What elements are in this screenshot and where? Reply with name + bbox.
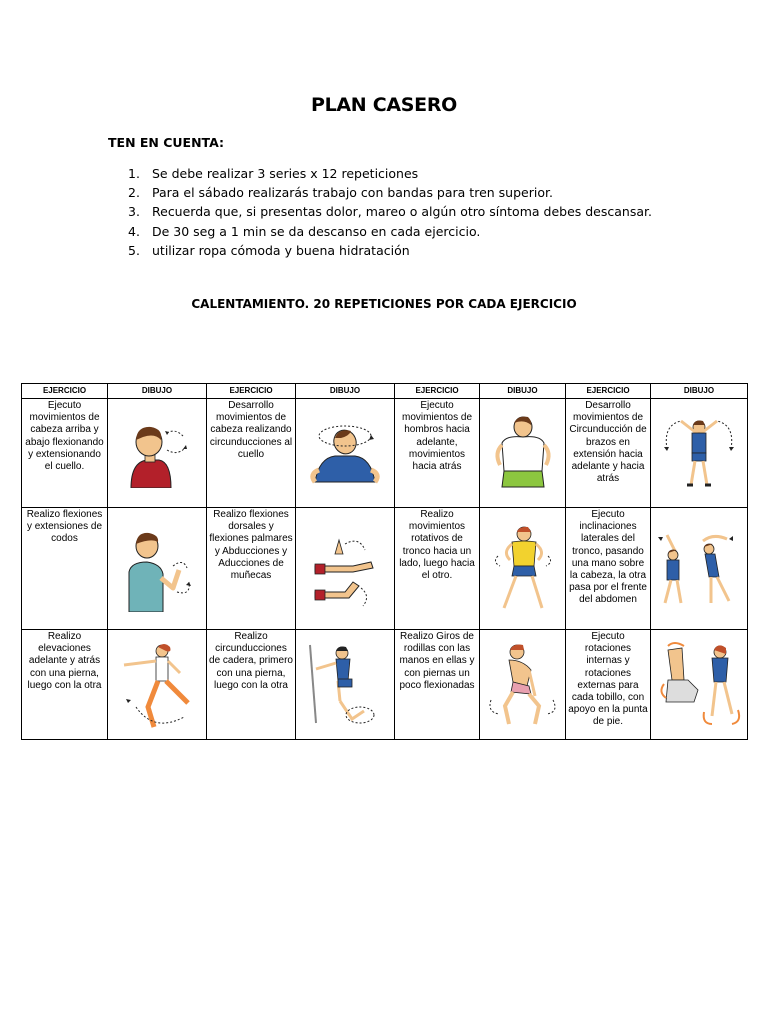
note-number: 5.: [128, 242, 140, 258]
exercise-description: Ejecuto inclinaciones laterales del tronco, pasando una mano sobre la cabeza, la otra pasa por el frente del abdomen: [566, 508, 651, 630]
note-text: De 30 seg a 1 min se da descanso en cada ejercicio.: [152, 223, 481, 239]
exercise-description: Realizo circunducciones de cadera, primero con una pierna, luego con la otra: [207, 630, 296, 740]
note-item: [128, 241, 652, 260]
exercise-description: Ejecuto rotaciones internas y rotaciones externas para cada tobillo, con apoyo en la punta de pie.: [566, 630, 651, 740]
exercise-drawing-cell: [296, 630, 395, 740]
exercise-description: Realizo elevaciones adelante y atrás con una pierna, luego con la otra: [22, 630, 108, 740]
lateral-bend-figure: [653, 531, 745, 607]
exercise-table: [21, 383, 748, 740]
column-header: EJERCICIO: [566, 384, 651, 399]
exercise-description: Realizo flexiones y extensiones de codos: [22, 508, 108, 630]
note-item: [128, 202, 652, 221]
notes-heading: TEN EN CUENTA:: [108, 135, 225, 150]
column-header: DIBUJO: [296, 384, 395, 399]
hip-circle-figure: [302, 639, 388, 731]
shoulder-roll-figure: [488, 413, 558, 493]
exercise-description: Realizo flexiones dorsales y flexiones palmares y Abducciones y Aducciones de muñecas: [207, 508, 296, 630]
exercise-description: Realizo movimientos rotativos de tronco hacia un lado, luego hacia el otro.: [395, 508, 480, 630]
exercise-drawing-cell: [651, 630, 748, 740]
exercise-drawing-cell: [108, 508, 207, 630]
column-header: DIBUJO: [651, 384, 748, 399]
table-row: [22, 508, 748, 630]
exercise-drawing-cell: [108, 399, 207, 508]
exercise-drawing-cell: [480, 630, 566, 740]
leg-swing-figure: [114, 637, 200, 733]
exercise-drawing-cell: [480, 508, 566, 630]
column-header: DIBUJO: [480, 384, 566, 399]
note-number: 4.: [128, 223, 140, 239]
column-header: DIBUJO: [108, 384, 207, 399]
exercise-description: Desarrollo movimientos de cabeza realizando circunducciones al cuello: [207, 399, 296, 508]
elbow-flexion-figure: [117, 526, 197, 612]
exercise-drawing-cell: [108, 630, 207, 740]
exercise-drawing-cell: [651, 399, 748, 508]
note-text: Recuerda que, si presentas dolor, mareo o algún otro síntoma debes descansar.: [152, 204, 652, 220]
column-header: EJERCICIO: [22, 384, 108, 399]
table-row: [22, 630, 748, 740]
notes-list: [128, 164, 652, 260]
head-flexion-figure: [117, 418, 197, 488]
exercise-drawing-cell: [296, 508, 395, 630]
knee-circle-figure: [483, 640, 563, 730]
table-row: [22, 399, 748, 508]
note-item: [128, 164, 652, 183]
column-header: EJERCICIO: [395, 384, 480, 399]
note-text: Se debe realizar 3 series x 12 repeticiones: [152, 166, 419, 181]
note-item: [128, 222, 652, 241]
exercise-description: Ejecuto movimientos de cabeza arriba y abajo flexionando y extensionando el cuello.: [22, 399, 108, 508]
table-header-row: [22, 384, 748, 399]
note-number: 2.: [128, 185, 140, 201]
note-item: [128, 183, 652, 202]
note-number: 3.: [128, 204, 140, 220]
exercise-drawing-cell: [651, 508, 748, 630]
note-number: 1.: [128, 166, 140, 181]
trunk-rotation-figure: [488, 524, 558, 614]
wrist-flexion-figure: [305, 526, 385, 612]
note-text: utilizar ropa cómoda y buena hidratación: [152, 242, 410, 258]
page-title: PLAN CASERO: [310, 94, 458, 116]
exercise-description: Desarrollo movimientos de Circunducción de brazos en extensión hacia adelante y hacia atrás: [566, 399, 651, 508]
exercise-description: Realizo Giros de rodillas con las manos en ellas y con piernas un poco flexionadas: [395, 630, 480, 740]
ankle-rotation-figure: [654, 640, 744, 730]
column-header: EJERCICIO: [207, 384, 296, 399]
section-title: CALENTAMIENTO. 20 REPETICIONES POR CADA EJERCICIO: [191, 297, 577, 311]
arm-circle-figure: [659, 415, 739, 491]
neck-circle-figure: [305, 418, 385, 488]
exercise-description: Ejecuto movimientos de hombros hacia adelante, movimientos hacia atrás: [395, 399, 480, 508]
exercise-drawing-cell: [480, 399, 566, 508]
exercise-drawing-cell: [296, 399, 395, 508]
note-text: Para el sábado realizarás trabajo con bandas para tren superior.: [152, 185, 553, 201]
